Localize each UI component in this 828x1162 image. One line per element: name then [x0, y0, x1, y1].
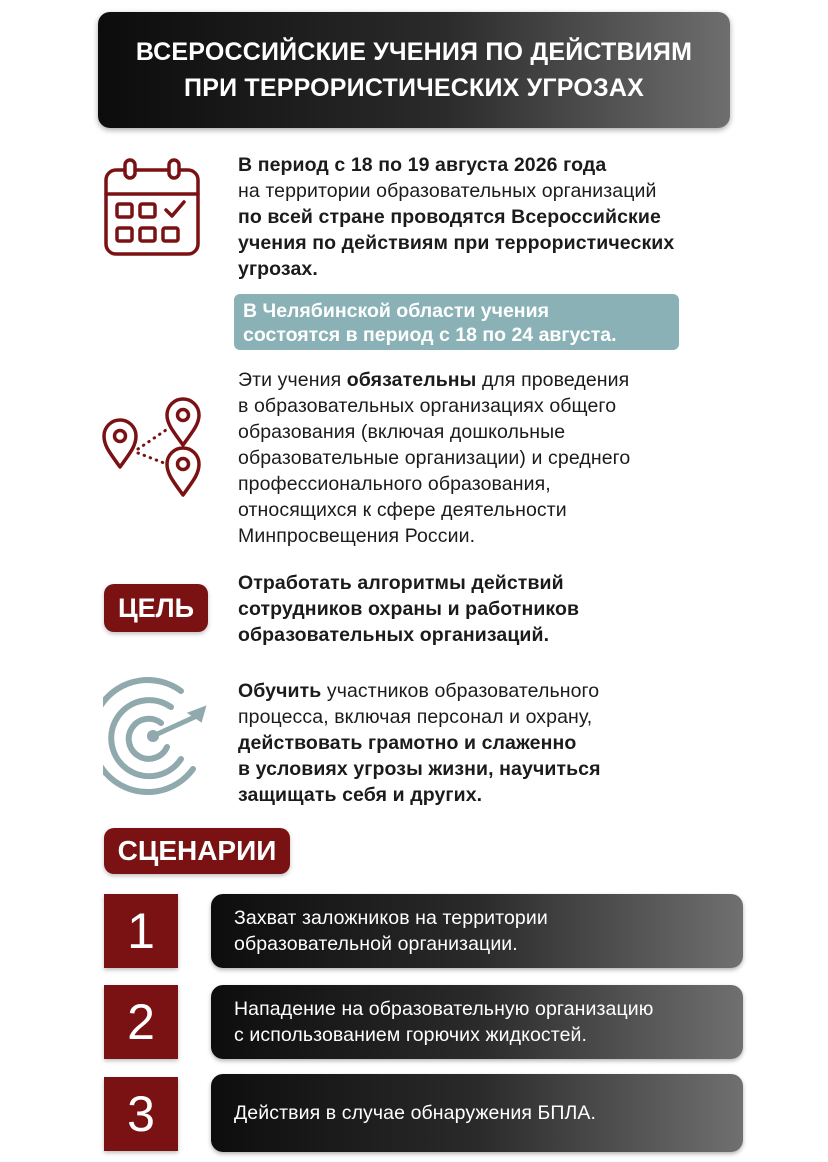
- mandatory-line-4: образовательные организации) и среднего: [238, 447, 631, 469]
- scenario-number-1: 1: [104, 894, 178, 968]
- regional-note: [234, 294, 679, 350]
- training-line-3: действовать грамотно и слаженно: [238, 732, 577, 754]
- training-keyword: Обучить: [238, 680, 322, 702]
- scenario-number-3: 3: [104, 1077, 178, 1151]
- mandatory-line-3: образования (включая дошкольные: [238, 421, 566, 443]
- period-line-1: В период с 18 по 19 августа 2026 года: [238, 154, 607, 176]
- scenario-2-line-1: Нападение на образовательную организацию: [234, 998, 654, 1020]
- training-line-2: процесса, включая персонал и охрану,: [238, 706, 593, 728]
- title-line-2: ПРИ ТЕРРОРИСТИЧЕСКИХ УГРОЗАХ: [184, 74, 644, 102]
- period-line-3: по всей стране проводятся Всероссийские: [238, 206, 661, 228]
- scenario-1-line-2: образовательной организации.: [234, 933, 518, 955]
- training-line-1: [238, 678, 599, 704]
- period-line-5: угрозах.: [238, 258, 318, 280]
- training-line-5: защищать себя и других.: [238, 784, 483, 806]
- mandatory-line-1c: для проведения: [476, 369, 630, 391]
- regional-note-line-1: В Челябинской области учения: [243, 300, 549, 322]
- training-line-4: в условиях угрозы жизни, научиться: [238, 758, 601, 780]
- mandatory-line-1: [238, 367, 629, 393]
- period-line-4: учения по действиям при террористических: [238, 232, 675, 254]
- target-icon: [103, 677, 213, 802]
- scenarios-heading: СЦЕНАРИИ: [104, 828, 290, 874]
- scenario-number-2: 2: [104, 985, 178, 1059]
- title-banner: [98, 12, 730, 128]
- location-pins-icon: [100, 397, 208, 497]
- scenario-bar-1: [211, 894, 743, 968]
- mandatory-line-5: профессионального образования,: [238, 473, 551, 495]
- mandatory-line-7: Минпросвещения России.: [238, 525, 476, 547]
- mandatory-line-2: в образовательных организациях общего: [238, 395, 617, 417]
- scenario-bar-2: [211, 985, 743, 1059]
- goal-badge: ЦЕЛЬ: [104, 584, 208, 632]
- goal-line-3: образовательных организаций.: [238, 624, 550, 646]
- goal-line-2: сотрудников охраны и работников: [238, 598, 580, 620]
- mandatory-keyword: обязательны: [346, 369, 477, 391]
- mandatory-line-1a: Эти учения: [238, 369, 347, 391]
- scenario-bar-3: [211, 1074, 743, 1152]
- goal-line-1: Отработать алгоритмы действий: [238, 572, 564, 594]
- scenario-1-line-1: Захват заложников на территории: [234, 907, 548, 929]
- title-line-1: ВСЕРОССИЙСКИЕ УЧЕНИЯ ПО ДЕЙСТВИЯМ: [135, 38, 693, 66]
- calendar-icon: [101, 158, 203, 258]
- mandatory-line-6: относящихся к сфере деятельности: [238, 499, 567, 521]
- regional-note-line-2: состоятся в период с 18 по 24 августа.: [243, 324, 617, 346]
- training-line-1b: участников образовательного: [321, 680, 600, 702]
- scenario-2-line-2: с использованием горючих жидкостей.: [234, 1024, 588, 1046]
- period-line-2: на территории образовательных организаций: [238, 180, 657, 202]
- scenario-3-line-1: Действия в случае обнаружения БПЛА.: [234, 1102, 597, 1124]
